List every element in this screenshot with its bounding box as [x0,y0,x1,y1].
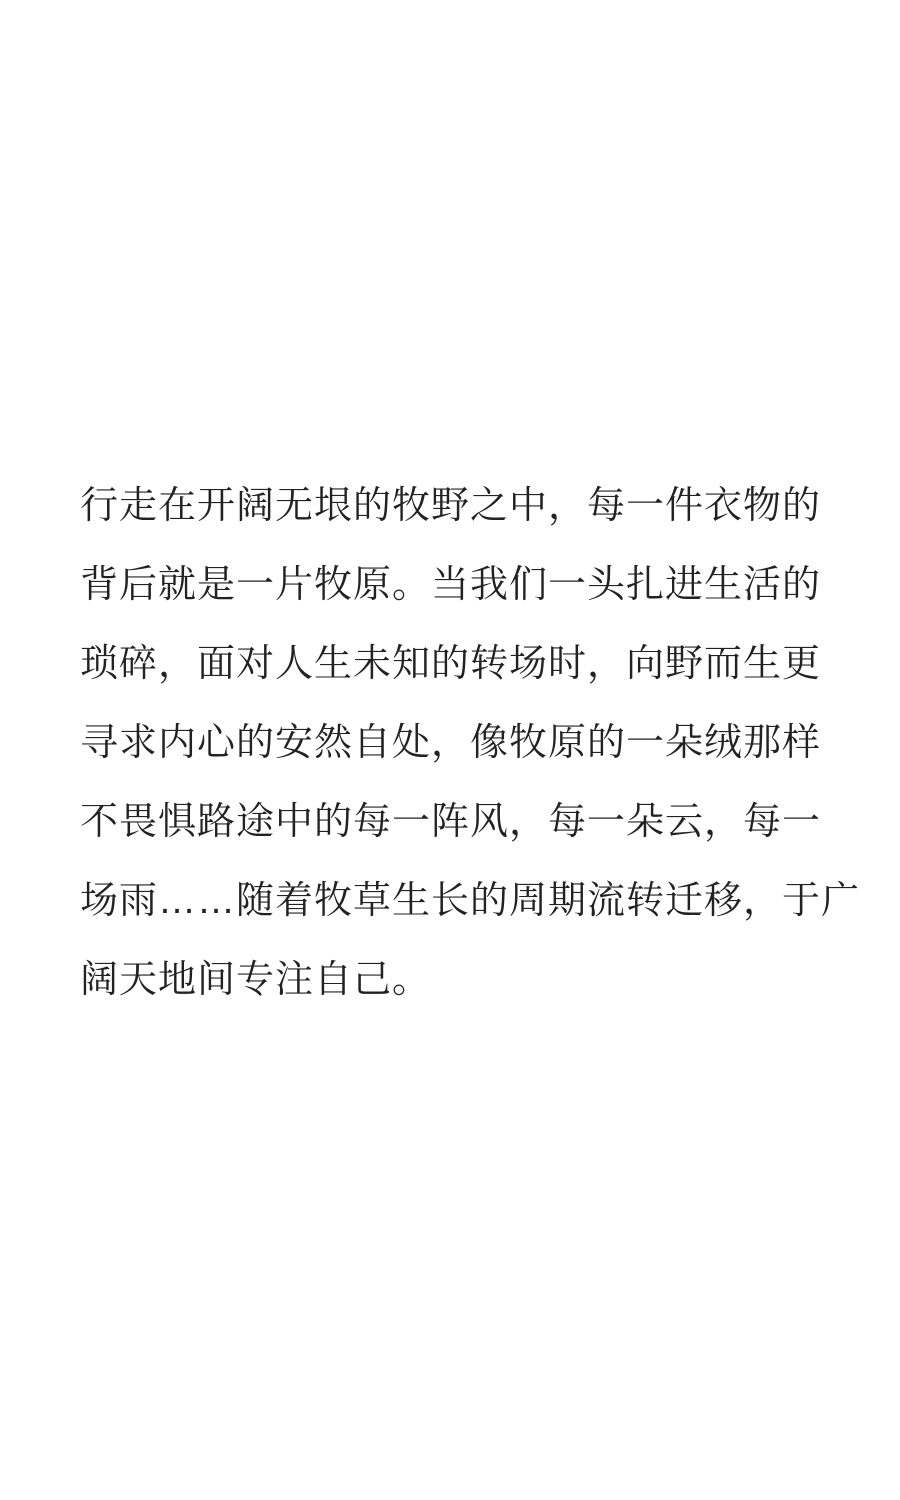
paragraph-line: 琐碎，面对人生未知的转场时，向野而生更 [80,643,822,685]
paragraph-line: 不畏惧路途中的每一阵风，每一朵云，每一 [80,801,822,843]
paragraph-line: 寻求内心的安然自处，像牧原的一朵绒那样 [80,722,822,764]
article-paragraph [80,467,861,1020]
paragraph-line: 阔天地间专注自己。 [80,959,432,1001]
paragraph-line: 背后就是一片牧原。当我们一头扎进生活的 [80,564,822,606]
paragraph-line: 行走在开阔无垠的牧野之中，每一件衣物的 [80,485,822,527]
paragraph-line: 场雨……随着牧草生长的周期流转迁移，于广 [80,880,861,922]
